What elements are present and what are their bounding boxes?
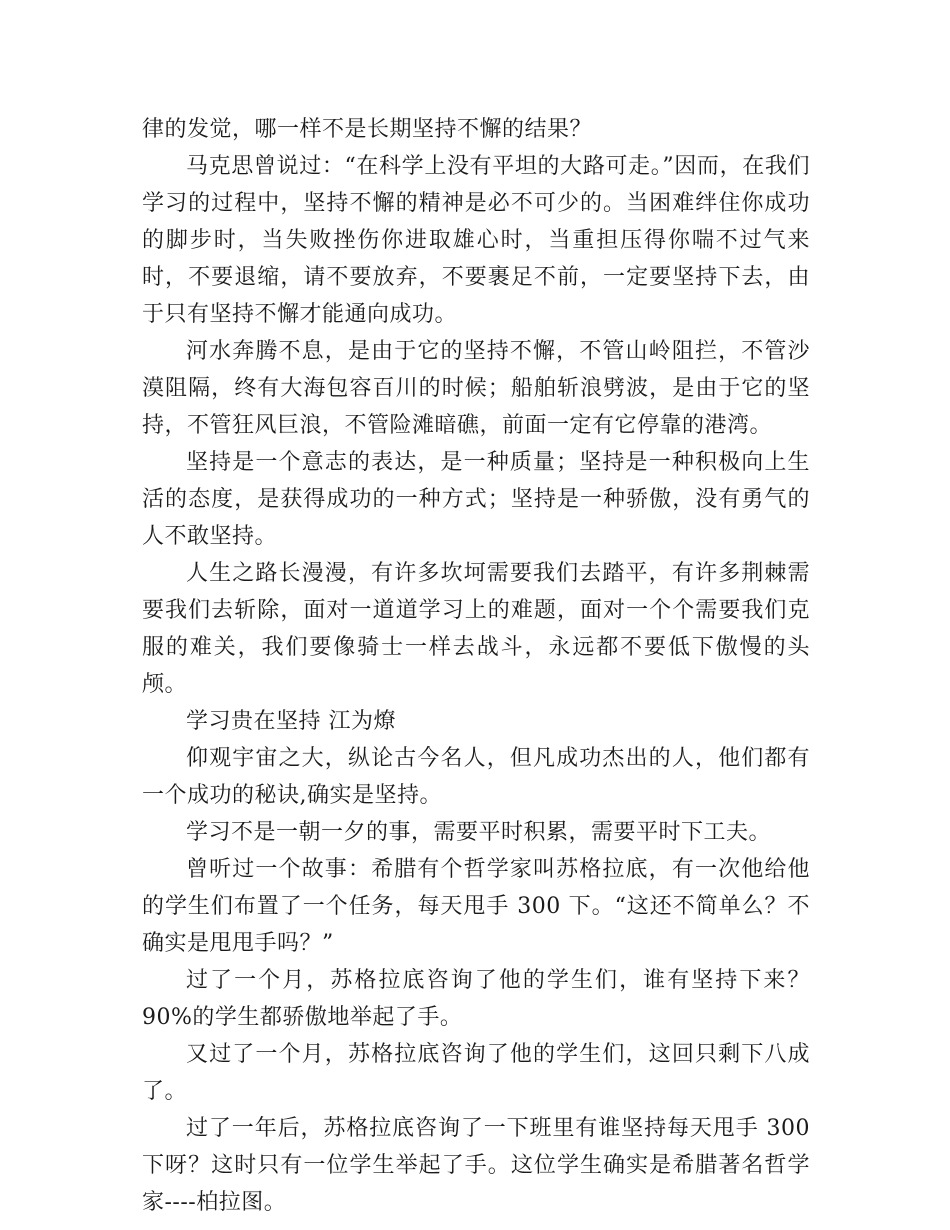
paragraph: 又过了一个月，苏格拉底咨询了他的学生们，这回只剩下八成了。 [142,1042,810,1104]
document-body [142,111,810,1221]
article-title: 学习贵在坚持 江为燎 [186,709,396,734]
paragraph: 学习不是一朝一夕的事，需要平时积累，需要平时下工夫。 [186,820,772,845]
paragraph: 仰观宇宙之大，纵论古今名人，但凡成功杰出的人，他们都有一个成功的秘诀,确实是坚持。 [142,746,810,808]
paragraph: 马克思曾说过：“在科学上没有平坦的大路可走。”因而，在我们学习的过程中，坚持不懈的精神是必不可少的。当困难绊住你成功的脚步时，当失败挫伤你进取雄心时，当重担压得你喘不过气来时，不要退缩，请不要放弃，不要裹足不前，一定要坚持下去，由于只有坚持不懈才能通向成功。 [142,154,810,327]
paragraph: 过了一年后，苏格拉底咨询了一下班里有谁坚持每天甩手 300 下呀？这时只有一位学生举起了手。这位学生确实是希腊著名哲学家----柏拉图。 [142,1116,810,1215]
paragraph: 人生之路长漫漫，有许多坎坷需要我们去踏平，有许多荆棘需要我们去斩除，面对一道道学习上的难题，面对一个个需要我们克服的难关，我们要像骑士一样去战斗，永远都不要低下傲慢的头颅。 [142,561,810,697]
paragraph: 曾听过一个故事：希腊有个哲学家叫苏格拉底，有一次他给他的学生们布置了一个任务，每天甩手 300 下。“这还不简单么？不确实是甩甩手吗？” [142,857,810,956]
paragraph: 过了一个月，苏格拉底咨询了他的学生们，谁有坚持下来？90%的学生都骄傲地举起了手。 [142,968,810,1030]
paragraph-continuation: 律的发觉，哪一样不是长期坚持不懈的结果？ [142,117,593,142]
paragraph: 坚持是一个意志的表达，是一种质量；坚持是一种积极向上生活的态度，是获得成功的一种方式；坚持是一种骄傲，没有勇气的人不敢坚持。 [142,450,810,549]
paragraph: 河水奔腾不息，是由于它的坚持不懈，不管山岭阻拦，不管沙漠阻隔，终有大海包容百川的时候；船舶斩浪劈波，是由于它的坚持，不管狂风巨浪，不管险滩暗礁，前面一定有它停靠的港湾。 [142,339,810,438]
